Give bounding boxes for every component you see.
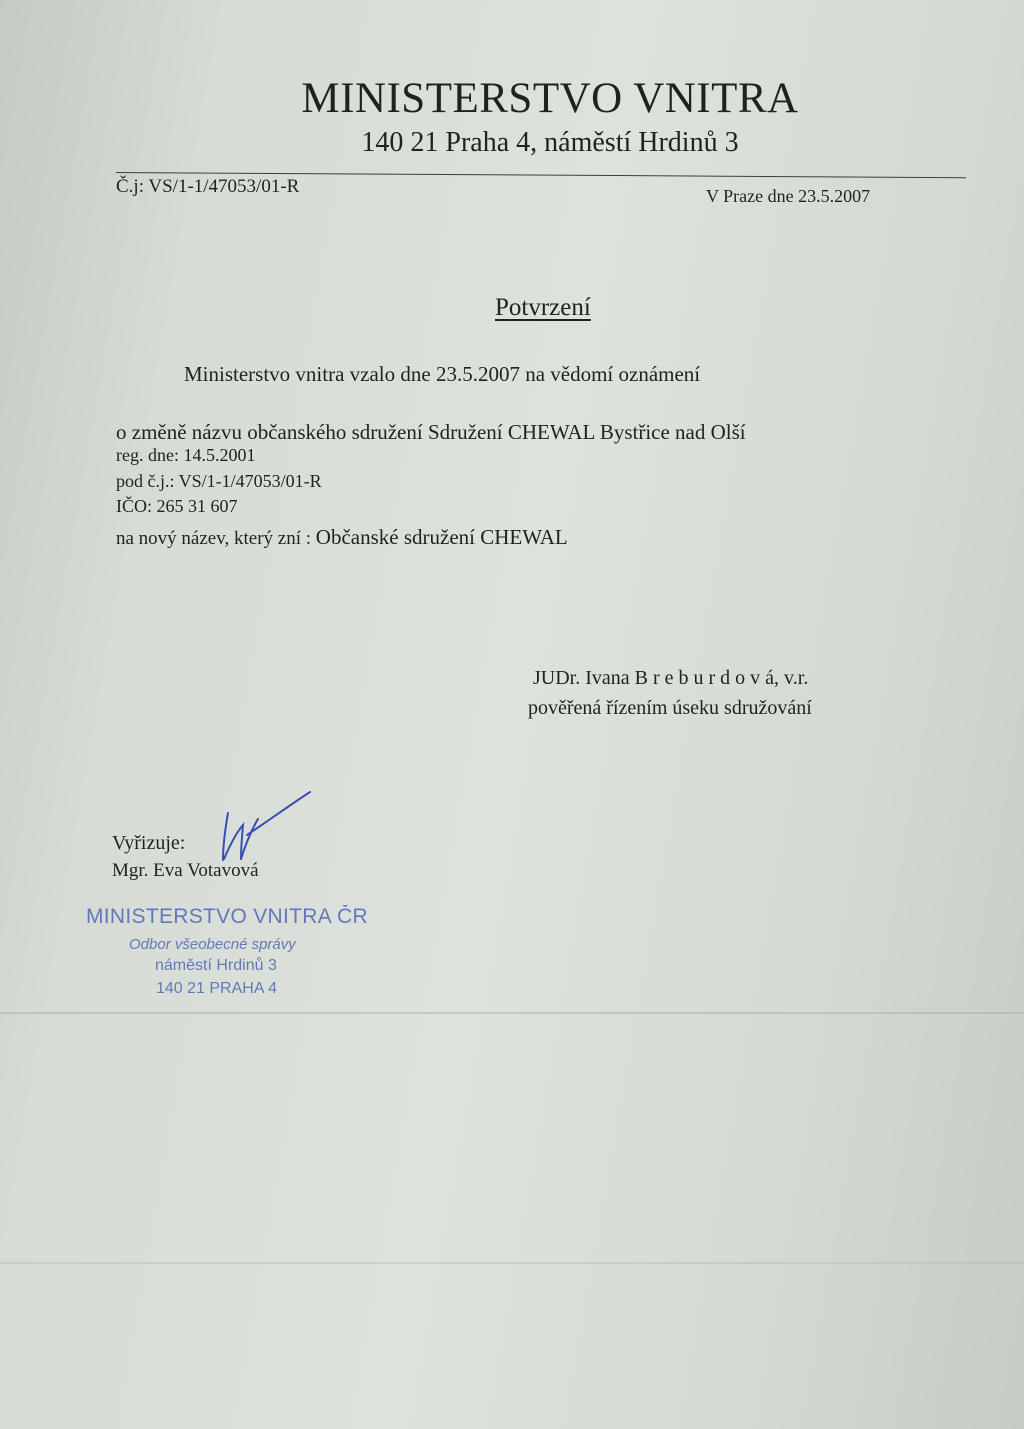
handwritten-signature-icon [210,785,320,875]
ministry-address: 140 21 Praha 4, náměstí Hrdinů 3 [361,127,739,158]
ico-number: IČO: 265 31 607 [116,496,238,516]
document-title: Potvrzení [495,294,591,321]
reference-number: Č.j: VS/1-1/47053/01-R [116,176,300,197]
body-line-2: o změně názvu občanského sdružení Sdružení CHEWAL Bystřice nad Olší [116,420,746,444]
signatory-role: pověřená řízením úseku sdružování [528,697,812,719]
ministry-title: MINISTERSTVO VNITRA [301,75,799,122]
registration-ref: pod č.j.: VS/1-1/47053/01-R [116,471,322,491]
document-date: V Praze dne 23.5.2007 [706,186,871,206]
stamp-line-1: MINISTERSTVO VNITRA ČR [86,905,368,928]
new-name-line [116,525,568,550]
handled-by-label: Vyřizuje: [112,832,186,854]
paper-fold [0,1012,1024,1014]
new-name: Občanské sdružení CHEWAL [315,525,568,549]
registration-date: reg. dne: 14.5.2001 [116,445,256,465]
new-name-prefix: na nový název, který zní : [116,528,316,549]
stamp-line-2: Odbor všeobecné správy [129,936,296,953]
handled-by-name: Mgr. Eva Votavová [112,860,259,881]
signatory-name: JUDr. Ivana B r e b u r d o v á, v.r. [533,667,809,689]
body-line-1: Ministerstvo vnitra vzalo dne 23.5.2007 na vědomí oznámení [184,362,701,386]
stamp-line-3: náměstí Hrdinů 3 [155,957,277,974]
stamp-line-4: 140 21 PRAHA 4 [156,980,277,997]
paper-fold [0,1262,1024,1264]
